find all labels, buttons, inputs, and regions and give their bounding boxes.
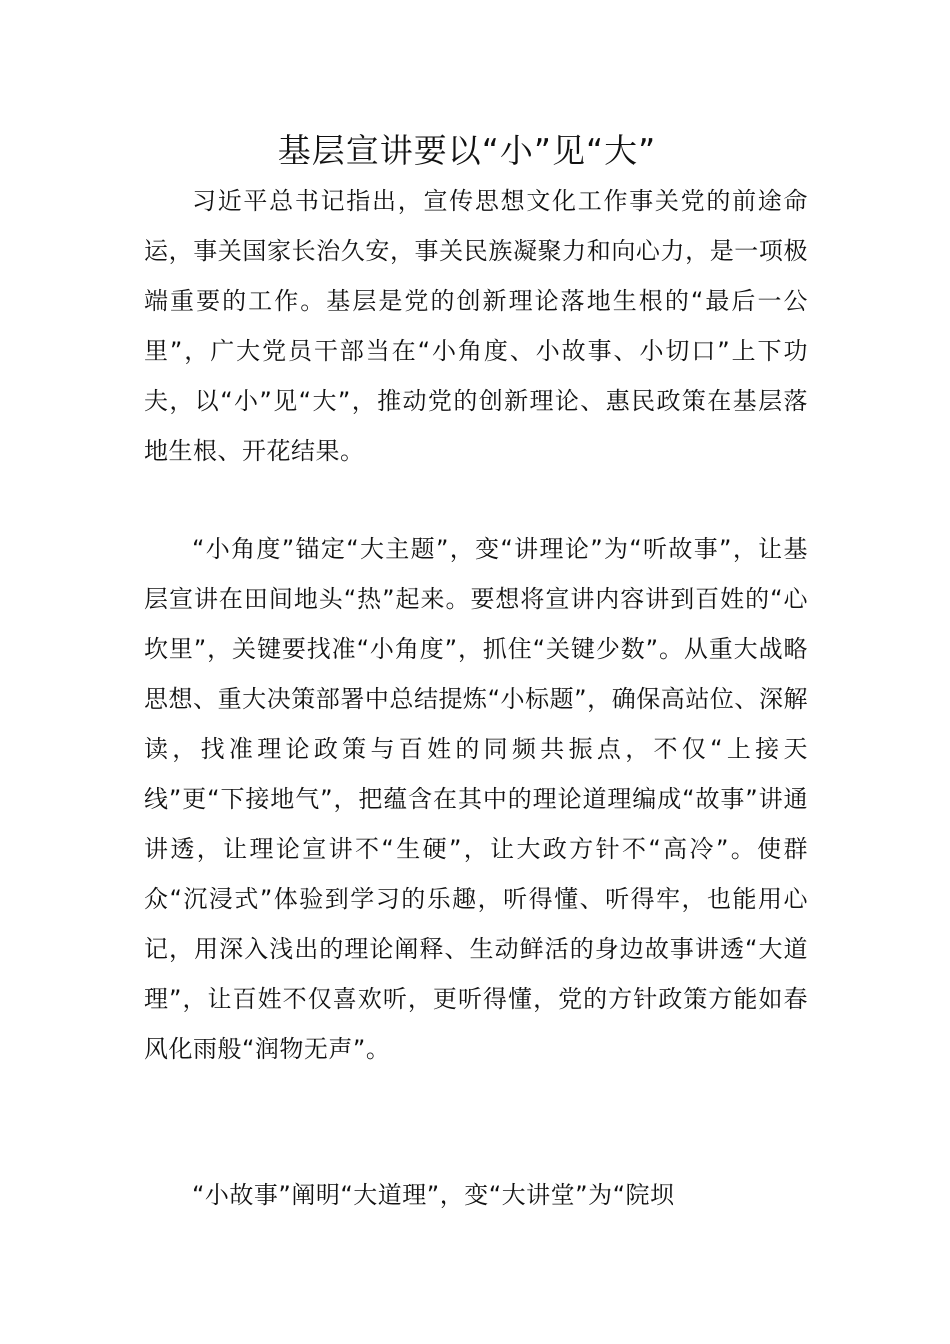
paragraph-small-angle: “小角度”锚定“大主题”，变“讲理论”为“听故事”，让基层宣讲在田间地头“热”起来。要想将宣讲内容讲到百姓的“心坎里”，关键要找准“小角度”，抓住“关键少数”。从重大战略思想、重大决策部署中总结提炼“小标题”，确保高站位、深解读，找准理论政策与百姓的同频共振点，不仅“上接天线”更“下接地气”，把蕴含在其中的理论道理编成“故事”讲通讲透，让理论宣讲不“生硬”，让大政方针不“高冷”。使群众“沉浸式”体验到学习的乐趣，听得懂、听得牢，也能用心记，用深入浅出的理论阐释、生动鲜活的身边故事讲透“大道理”，让百姓不仅喜欢听，更听得懂，党的方针政策方能如春风化雨般“润物无声”。 bbox=[144, 535, 808, 1063]
document-title: 基层宣讲要以“小”见“大” bbox=[277, 131, 657, 170]
paragraph-intro: 习近平总书记指出，宣传思想文化工作事关党的前途命运，事关国家长治久安，事关民族凝聚力和向心力，是一项极端重要的工作。基层是党的创新理论落地生根的“最后一公里”，广大党员干部当在“小角度、小故事、小切口”上下功夫，以“小”见“大”，推动党的创新理论、惠民政策在基层落地生根、开花结果。 bbox=[144, 187, 808, 465]
paragraph-small-story: “小故事”阐明“大道理”，变“大讲堂”为“院坝 bbox=[192, 1181, 675, 1209]
